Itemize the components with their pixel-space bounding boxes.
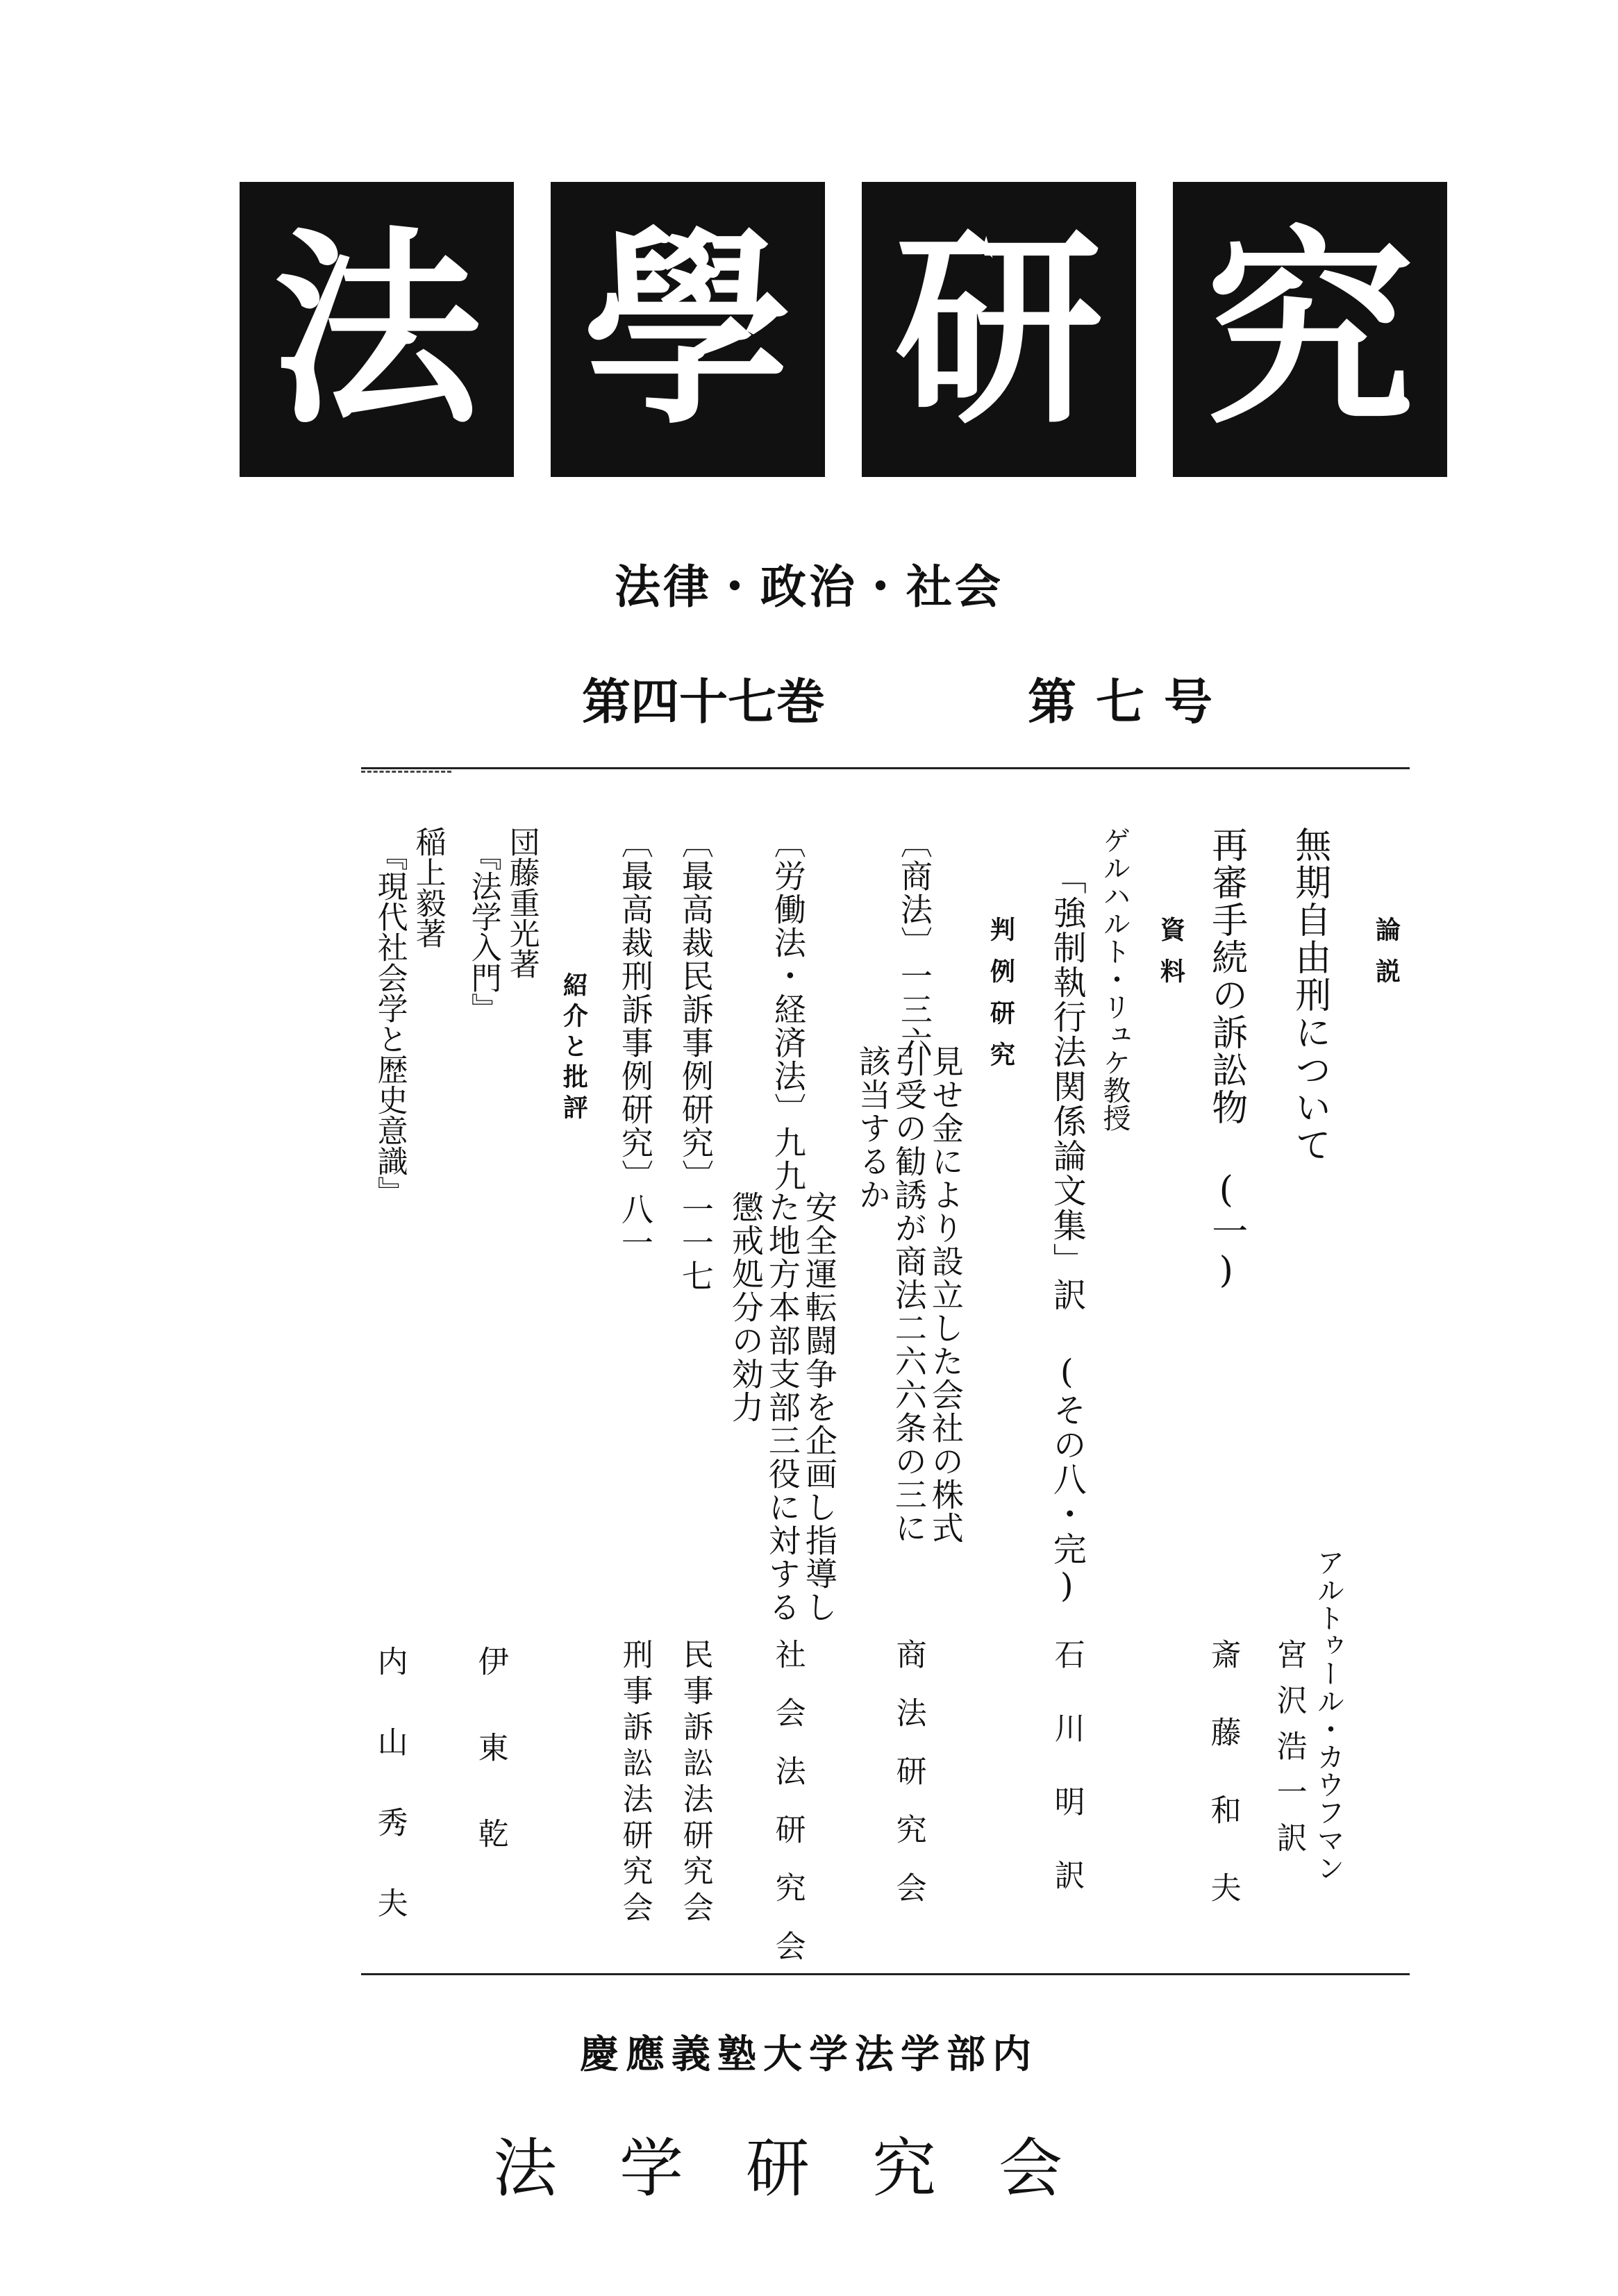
reviewer-ito: 伊東乾 bbox=[472, 1645, 508, 1904]
case-shoho-line2: 引受の勧誘が商法二六六条の三に bbox=[890, 1045, 928, 1545]
section-label-ronsetsu: 論説 bbox=[1371, 916, 1401, 1000]
case-head-rodo: 〔労働法・経済法〕九九 bbox=[769, 826, 807, 1193]
author-keiso-kenkyukai: 刑事訴訟法研究会 bbox=[617, 1639, 653, 1927]
case-shoho-line1: 見せ金により設立した会社の株式 bbox=[926, 1045, 965, 1545]
case-rodo-line2: た地方本部支部三役に対する bbox=[763, 1191, 801, 1624]
top-rule-dash bbox=[361, 771, 451, 773]
book2-title: 『現代社会学と歴史意識』 bbox=[372, 840, 408, 1207]
translator-miyazawa: 宮沢浩一訳 bbox=[1271, 1639, 1307, 1868]
case-head-keiso: 〔最高裁刑訴事例研究〕八一 bbox=[616, 826, 654, 1259]
book1-title: 『法学入門』 bbox=[465, 840, 501, 1023]
book1-author-line: 団藤重光著 bbox=[503, 826, 540, 979]
section-label-hanrei: 判例研究 bbox=[986, 916, 1015, 1083]
author-saito: 斎藤和夫 bbox=[1205, 1639, 1241, 1950]
masthead bbox=[240, 182, 1469, 477]
masthead-char-3: 研 bbox=[862, 182, 1136, 477]
author-shoho-kenkyukai: 商法研究会 bbox=[890, 1639, 926, 1930]
section-label-shokai: 紹介と批評 bbox=[559, 972, 588, 1125]
masthead-char-2: 學 bbox=[551, 182, 825, 477]
masthead-char-1: 法 bbox=[240, 182, 514, 477]
author-kaufmann: アルトゥール・カウフマン bbox=[1312, 1548, 1344, 1882]
article-title-saishin: 再審手続の訴訟物 (一) bbox=[1205, 826, 1247, 1293]
author-ishikawa: 石川明訳 bbox=[1049, 1639, 1085, 1933]
reviewer-uchiyama: 内山秀夫 bbox=[372, 1645, 408, 1968]
section-label-shiryo: 資料 bbox=[1156, 916, 1185, 1000]
bottom-rule bbox=[361, 1973, 1410, 1975]
case-head-shoho: 〔商法〕一三六 bbox=[895, 826, 933, 1059]
publisher-name: 法学研究会 bbox=[492, 2131, 1125, 2206]
case-rodo-line3: 懲戒処分の効力 bbox=[726, 1191, 765, 1424]
shiryo-line2: 「強制執行法関係論文集」訳 (その八・完) bbox=[1047, 861, 1087, 1607]
author-minso-kenkyukai: 民事訴訟法研究会 bbox=[677, 1639, 713, 1927]
issue-number: 第七号 bbox=[1028, 673, 1232, 730]
top-rule bbox=[361, 767, 1410, 769]
book2-author-line: 稲上毅著 bbox=[410, 826, 446, 948]
volume-number: 第四十七巻 bbox=[582, 673, 825, 730]
case-rodo-line1: 安全運転闘争を企画し指導し bbox=[800, 1191, 838, 1624]
author-shakaiho-kenkyukai: 社会法研究会 bbox=[769, 1639, 806, 1988]
article-title-mukikei: 無期自由刑について bbox=[1288, 826, 1331, 1164]
publisher-address: 慶應義塾大学法学部内 bbox=[580, 2031, 1038, 2077]
subtitle: 法律・政治・社会 bbox=[615, 560, 1003, 614]
shiryo-line1: ゲルハルト・リュケ教授 bbox=[1099, 826, 1131, 1132]
case-shoho-line3: 該当するか bbox=[853, 1045, 892, 1212]
masthead-char-4: 究 bbox=[1173, 182, 1447, 477]
case-head-minso: 〔最高裁民訴事例研究〕一一七 bbox=[676, 826, 715, 1293]
